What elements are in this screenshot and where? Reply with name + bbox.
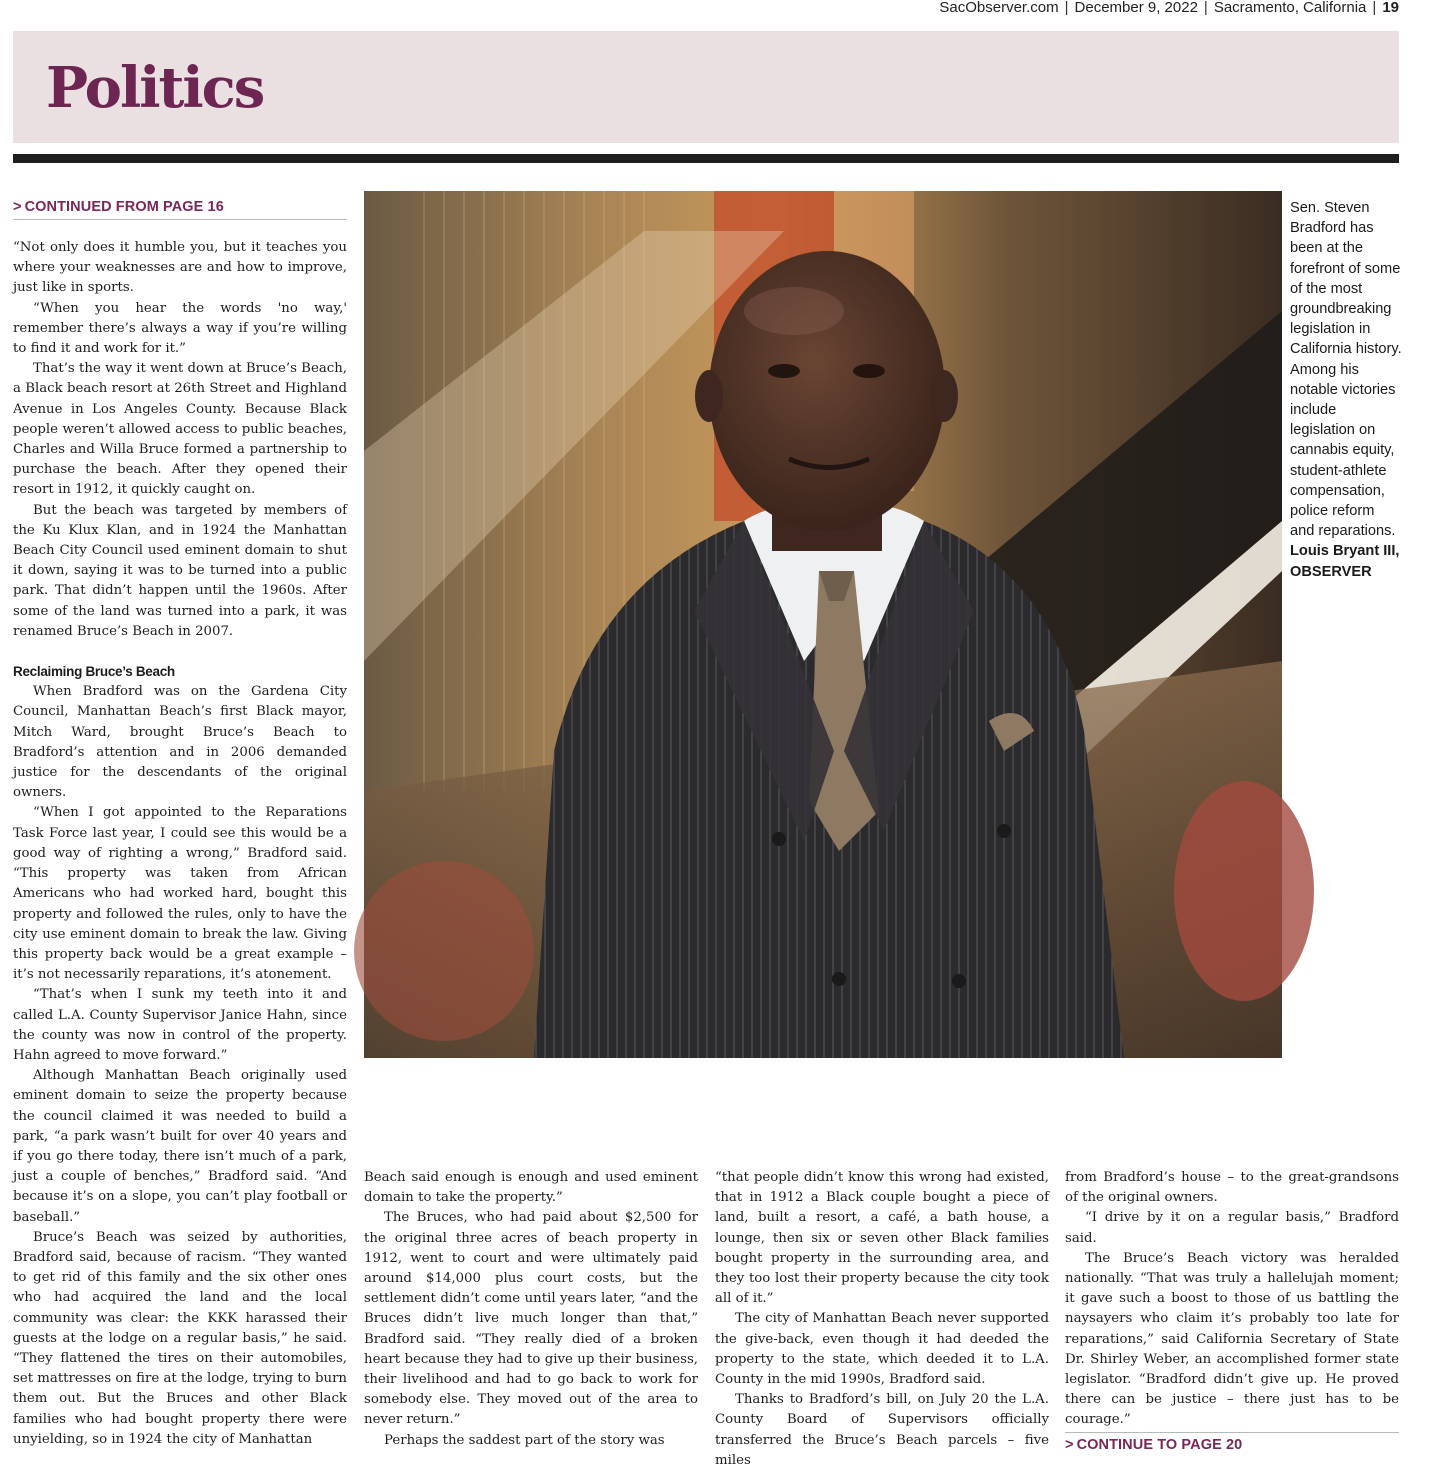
paragraph: “that people didn’t know this wrong had existed, that in 1912 a Black couple bought a piece of land, built a resort, a café, a bath house, a lounge, then six or seven other Black families bought property in the surrounding area, and they too lost their property because the city took all of it.” (715, 1170, 1049, 1307)
folio-date: December 9, 2022 (1074, 0, 1198, 16)
paragraph: “Not only does it humble you, but it teaches you where your weaknesses are and how to improve, just like in sports. (13, 240, 347, 296)
portrait-illustration (364, 191, 1282, 1058)
folio-location: Sacramento, California (1213, 0, 1367, 16)
continued-from-link[interactable] (13, 199, 347, 220)
paragraph: When Bradford was on the Gardena City Council, Manhattan Beach’s first Black mayor, Mitch Ward, brought Bruce’s Beach to Bradford’s attention and in 2006 demanded justice for the descendants of the original owners. (13, 684, 347, 801)
chevron-right-icon: > (1065, 1437, 1074, 1453)
paragraph: “I drive by it on a regular basis,” Bradford said. (1065, 1210, 1399, 1246)
continue-to-label: CONTINUE TO PAGE 20 (1076, 1437, 1243, 1453)
article-column-4 (1065, 1168, 1399, 1428)
continue-to-link[interactable] (1065, 1432, 1399, 1453)
section-title: Politics (46, 55, 264, 121)
subhead: Reclaiming Bruce’s Beach (13, 664, 175, 680)
portrait-photo (364, 191, 1282, 1058)
paragraph: Although Manhattan Beach originally used eminent domain to seize the property because the council claimed it was needed to build a park, “a park wasn’t built for over 40 years and if you go there today, there isn’t much of a park, just a couple of benches,” Bradford said. “And because it’s on a slope, you can’t play football or baseball.” (13, 1068, 347, 1225)
paragraph: The city of Manhattan Beach never supported the give-back, even though it had deeded the property to the state, which deeded it to L.A. County in the mid 1990s, Bradford said. (715, 1311, 1049, 1388)
page-folio: SacObserver.com | December 9, 2022 | Sacramento, California | 19 (939, 0, 1399, 16)
paragraph: “That’s when I sunk my teeth into it and called L.A. County Supervisor Janice Hahn, since the county was now in control of the property. Hahn agreed to move forward.” (13, 987, 347, 1063)
photo-credit: Louis Bryant III, OBSERVER (1290, 543, 1400, 580)
caption-text: Sen. Steven Bradford has been at the forefront of some of the most groundbreaking legislation in California history. Among his notable victories include legislation on cannabis equity, student-athlete compensation, police reform and reparations. (1290, 200, 1402, 540)
photo-caption (1290, 198, 1402, 582)
continued-from-label: CONTINUED FROM PAGE 16 (24, 199, 224, 215)
paragraph: But the beach was targeted by members of the Ku Klux Klan, and in 1924 the Manhattan Beach City Council used eminent domain to shut it down, saying it was to be turned into a public park. That didn’t happen until the 1960s. After some of the land was turned into a park, it was renamed Bruce’s Beach in 2007. (13, 502, 347, 639)
folio-page-number: 19 (1382, 0, 1399, 16)
folio-site: SacObserver.com (939, 0, 1059, 16)
chevron-right-icon: > (13, 199, 22, 215)
paragraph: “When you hear the words 'no way,' remember there’s always a way if you’re willing to find it and work for it.” (13, 300, 347, 357)
header-rule (13, 154, 1399, 163)
article-column-2 (364, 1168, 698, 1460)
paragraph: The Bruce’s Beach victory was heralded nationally. “That was truly a hallelujah moment; it gave such a boost to those of us battling the naysayers who claim it’s probably too late for reparations,” said California Secretary of State Dr. Shirley Weber, an accomplished former state legislator. “Bradford didn’t give up. He proved there can be justice – there just has to be courage.” (1065, 1250, 1399, 1428)
article-column-3 (715, 1168, 1049, 1468)
paragraph: Bruce’s Beach was seized by authorities, Bradford said, because of racism. “They wanted to get rid of this family and the six other ones who had acquired the land and the local community was clear: the KKK harassed their guests at the lodge on a regular basis,” he said. “They flattened the tires on their automobiles, set mattresses on fire at the lodge, trying to burn them out. But the Bruces and other Black families who had bought property there were unyielding, so in 1924 the city of Manhattan (13, 1229, 347, 1447)
paragraph: The Bruces, who had paid about $2,500 for the original three acres of beach property in 1912, went to court and were ultimately paid around $14,000 plus court costs, but the settlement didn’t come until years later, “and the Bruces didn’t live much longer than that,” Bradford said. “They really died of a broken heart because they had to give up their business, their livelihood and had to go back to work for somebody else. They moved out of the area to never return.” (364, 1210, 698, 1428)
paragraph: from Bradford’s house – to the great-grandsons of the original owners. (1065, 1170, 1399, 1206)
paragraph: That’s the way it went down at Bruce’s Beach, a Black beach resort at 26th Street and Highland Avenue in Los Angeles County. Because Black people weren’t allowed access to public beaches, Charles and Willa Bruce formed a partnership to purchase the beach. After they opened their resort in 1912, it quickly caught on. (13, 361, 347, 498)
paragraph: Perhaps the saddest part of the story was (384, 1432, 665, 1448)
paragraph: “When I got appointed to the Reparations Task Force last year, I could see this would be a good way of righting a wrong,” Bradford said. “This property was taken from African Americans who had worked hard, bought this property and followed the rules, only to have the city use eminent domain to break the law. Giving this property back would be a great example – it’s not necessarily reparations, it’s atonement. (13, 805, 347, 983)
paragraph: Beach said enough is enough and used eminent domain to take the property.” (364, 1170, 698, 1206)
paragraph: Thanks to Bradford’s bill, on July 20 the L.A. County Board of Supervisors officially transferred the Bruce’s Beach parcels – five miles (715, 1392, 1049, 1468)
article-column-1 (13, 238, 347, 1460)
